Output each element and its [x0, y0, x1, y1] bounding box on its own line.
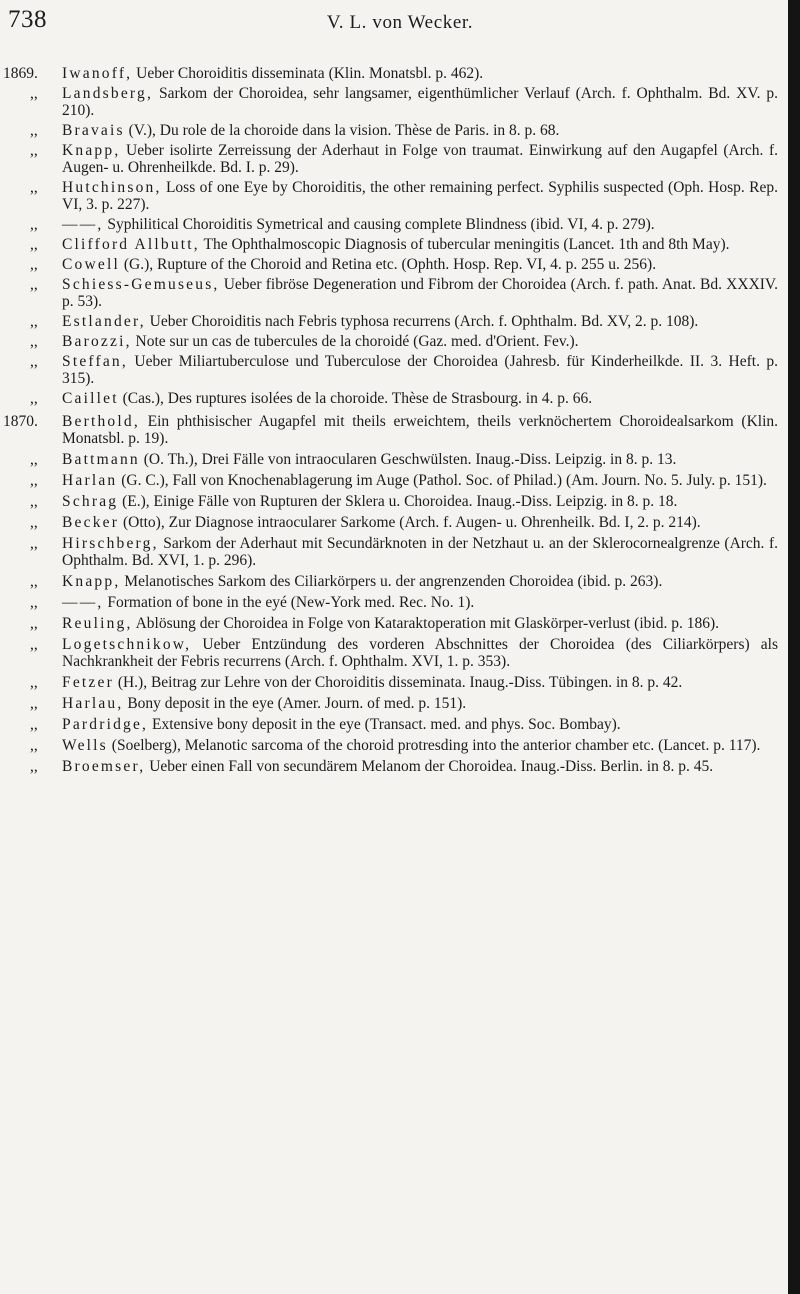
- bibliography-entry: [0, 451, 800, 468]
- entry-body: [62, 179, 778, 213]
- bibliography-entry: [0, 390, 800, 407]
- entry-author: Hutchinson,: [62, 179, 162, 196]
- entry-text: Ueber fibröse Degeneration und Fibrom der Choroidea (Arch. f. path. Anat. Bd. XXXIV. p. 53).: [62, 276, 778, 310]
- ditto-mark: ,,: [30, 451, 38, 468]
- entry-year: 1869.: [3, 65, 38, 82]
- bibliography-entry: [0, 636, 800, 670]
- entry-body: [62, 216, 778, 233]
- entry-author: Harlan: [62, 472, 118, 489]
- ditto-mark: ,,: [30, 695, 38, 712]
- entry-body: [62, 413, 778, 447]
- ditto-mark: ,,: [30, 122, 38, 139]
- entry-text: Ueber Miliartuberculose und Tuberculose der Choroidea (Jahresb. für Kinderheilkde. II. 3. Heft. p. 315).: [62, 353, 778, 387]
- entry-year: 1870.: [3, 413, 38, 430]
- ditto-mark: ,,: [30, 472, 38, 489]
- entry-body: [62, 85, 778, 119]
- entry-body: [62, 256, 778, 273]
- entry-author: Clifford Allbutt,: [62, 236, 200, 253]
- entry-body: [62, 674, 778, 691]
- ditto-mark: ,,: [30, 737, 38, 754]
- entry-body: [62, 65, 778, 82]
- entry-text: Ueber Choroiditis disseminata (Klin. Monatsbl. p. 462).: [136, 65, 484, 82]
- entry-text: (Otto), Zur Diagnose intraocularer Sarkome (Arch. f. Augen- u. Ohrenheilk. Bd. I, 2. p. 214).: [122, 514, 701, 531]
- entry-body: [62, 313, 778, 330]
- entry-author: Barozzi,: [62, 333, 132, 350]
- entry-body: [62, 142, 778, 176]
- entry-text: Ueber einen Fall von secundärem Melanom der Choroidea. Inaug.-Diss. Berlin. in 8. p. 45.: [149, 758, 714, 775]
- bibliography-entry: [0, 236, 800, 253]
- entry-body: [62, 573, 778, 590]
- entry-body: [62, 493, 778, 510]
- ditto-mark: ,,: [30, 236, 38, 253]
- entry-body: [62, 353, 778, 387]
- entry-author: Broemser,: [62, 758, 146, 775]
- entry-body: [62, 636, 778, 670]
- bibliography-entry: [0, 313, 800, 330]
- ditto-mark: ,,: [30, 493, 38, 510]
- ditto-mark: ,,: [30, 716, 38, 733]
- entry-body: [62, 236, 778, 253]
- bibliography-list: [0, 62, 800, 775]
- entry-text: (Soelberg), Melanotic sarcoma of the choroid protresding into the anterior chamber etc. (Lancet. p. 117).: [111, 737, 761, 754]
- entry-author: Becker: [62, 514, 120, 531]
- entry-author: Estlander,: [62, 313, 146, 330]
- bibliography-entry: [0, 276, 800, 310]
- entry-author: Iwanoff,: [62, 65, 133, 82]
- entry-body: [62, 615, 778, 632]
- entry-text: Ueber Entzündung des vorderen Abschnittes der Choroidea (des Ciliarkörpers) als Nachkrankheit der Febris recurrens (Arch. f. Ophthalm. XVI, 1. p. 353).: [62, 636, 779, 670]
- entry-body: [62, 122, 778, 139]
- bibliography-entry: [0, 413, 800, 447]
- page-number: 738: [8, 6, 47, 33]
- bibliography-entry: [0, 535, 800, 569]
- bibliography-entry: [0, 85, 800, 119]
- ditto-mark: ,,: [30, 276, 38, 293]
- entry-text: (O. Th.), Drei Fälle von intraocularen Geschwülsten. Inaug.-Diss. Leipzig. in 8. p. 13.: [143, 451, 677, 468]
- entry-text: (V.), Du role de la choroide dans la vision. Thèse de Paris. in 8. p. 68.: [128, 122, 560, 139]
- entry-author: Schrag: [62, 493, 119, 510]
- ditto-mark: ,,: [30, 333, 38, 350]
- ditto-mark: ,,: [30, 256, 38, 273]
- bibliography-entry: [0, 573, 800, 590]
- entry-text: The Ophthalmoscopic Diagnosis of tubercular meningitis (Lancet. 1th and 8th May).: [203, 236, 730, 253]
- entry-body: [62, 716, 778, 733]
- entry-author: Wells: [62, 737, 108, 754]
- entry-author: Knapp,: [62, 142, 121, 159]
- entry-text: (Cas.), Des ruptures isolées de la choroide. Thèse de Strasbourg. in 4. p. 66.: [122, 390, 593, 407]
- bibliography-entry: [0, 472, 800, 489]
- entry-text: Ein phthisischer Augapfel mit theils erweichtem, theils verknöchertem Choroidealsarkom (Klin. Monatsbl. p. 19).: [62, 413, 779, 447]
- entry-body: [62, 594, 778, 611]
- entry-author: Harlau,: [62, 695, 124, 712]
- entry-author: Battmann: [62, 451, 140, 468]
- entry-text: Extensive bony deposit in the eye (Transact. med. and phys. Soc. Bombay).: [152, 716, 621, 733]
- entry-author: Landsberg,: [62, 85, 154, 102]
- entry-body: [62, 514, 778, 531]
- bibliography-entry: [0, 674, 800, 691]
- entry-text: Ablösung der Choroidea in Folge von Kataraktoperation mit Glaskörper-verlust (ibid. p. 186).: [135, 615, 719, 632]
- ditto-mark: ,,: [30, 353, 38, 370]
- entry-text: Formation of bone in the eyé (New-York med. Rec. No. 1).: [107, 594, 475, 611]
- bibliography-entry: [0, 333, 800, 350]
- bibliography-entry: [0, 758, 800, 775]
- entry-author: Steffan,: [62, 353, 128, 370]
- bibliography-entry: [0, 65, 800, 82]
- bibliography-entry: [0, 514, 800, 531]
- ditto-mark: ,,: [30, 535, 38, 552]
- entry-author: Pardridge,: [62, 716, 149, 733]
- bibliography-entry: [0, 179, 800, 213]
- ditto-mark: ,,: [30, 594, 38, 611]
- entry-author: Hirschberg,: [62, 535, 159, 552]
- entry-author: Bravais: [62, 122, 125, 139]
- entry-text: Syphilitical Choroiditis Symetrical and causing complete Blindness (ibid. VI, 4. p. 279).: [107, 216, 655, 233]
- bibliography-entry: [0, 256, 800, 273]
- ditto-mark: ,,: [30, 674, 38, 691]
- entry-author: ——,: [62, 216, 104, 233]
- entry-text: Ueber isolirte Zerreissung der Aderhaut in Folge von traumat. Einwirkung auf den Augapfel (Arch. f. Augen- u. Ohrenheilkde. Bd. I. p. 29).: [62, 142, 779, 176]
- bibliography-entry: [0, 695, 800, 712]
- entry-body: [62, 451, 778, 468]
- bibliography-entry: [0, 353, 800, 387]
- entry-text: (G.), Rupture of the Choroid and Retina etc. (Ophth. Hosp. Rep. VI, 4. p. 255 u. 256).: [123, 256, 657, 273]
- bibliography-entry: [0, 615, 800, 632]
- bibliography-entry: [0, 142, 800, 176]
- entry-author: Logetschnikow,: [62, 636, 192, 653]
- entry-text: (H.), Beitrag zur Lehre von der Choroiditis disseminata. Inaug.-Diss. Tübingen. in 8. p. 42.: [117, 674, 683, 691]
- bibliography-entry: [0, 737, 800, 754]
- ditto-mark: ,,: [30, 179, 38, 196]
- entry-body: [62, 758, 778, 775]
- ditto-mark: ,,: [30, 313, 38, 330]
- entry-text: (E.), Einige Fälle von Rupturen der Sklera u. Choroidea. Inaug.-Diss. Leipzig. in 8. p. 18.: [122, 493, 678, 510]
- page-edge-shadow: [788, 0, 800, 1294]
- entry-body: [62, 535, 778, 569]
- entry-author: Schiess-Gemuseus,: [62, 276, 220, 293]
- entry-body: [62, 472, 778, 489]
- entry-author: Reuling,: [62, 615, 133, 632]
- entry-text: Melanotisches Sarkom des Ciliarkörpers u. der angrenzenden Choroidea (ibid. p. 263).: [124, 573, 663, 590]
- ditto-mark: ,,: [30, 573, 38, 590]
- ditto-mark: ,,: [30, 758, 38, 775]
- bibliography-entry: [0, 216, 800, 233]
- bibliography-entry: [0, 594, 800, 611]
- ditto-mark: ,,: [30, 615, 38, 632]
- entry-text: Bony deposit in the eye (Amer. Journ. of med. p. 151).: [127, 695, 467, 712]
- entry-author: Cowell: [62, 256, 120, 273]
- entry-body: [62, 695, 778, 712]
- entry-text: Note sur un cas de tubercules de la choroidé (Gaz. med. d'Orient. Fev.).: [135, 333, 579, 350]
- ditto-mark: ,,: [30, 636, 38, 653]
- entry-body: [62, 390, 778, 407]
- entry-text: Loss of one Eye by Choroiditis, the other remaining perfect. Syphilis suspected (Oph. Hosp. Rep. VI, 3. p. 227).: [62, 179, 779, 213]
- entry-text: Sarkom der Aderhaut mit Secundärknoten in der Netzhaut u. an der Sklerocornealgrenze (Arch. f. Ophthalm. Bd. XVI, 1. p. 296).: [62, 535, 779, 569]
- ditto-mark: ,,: [30, 514, 38, 531]
- entry-body: [62, 276, 778, 310]
- entry-text: Sarkom der Choroidea, sehr langsamer, eigenthümlicher Verlauf (Arch. f. Ophthalm. Bd. XV. p. 210).: [62, 85, 778, 119]
- entry-author: Berthold,: [62, 413, 140, 430]
- ditto-mark: ,,: [30, 142, 38, 159]
- entry-author: ——,: [62, 594, 104, 611]
- bibliography-entry: [0, 716, 800, 733]
- ditto-mark: ,,: [30, 390, 38, 407]
- entry-author: Fetzer: [62, 674, 114, 691]
- entry-text: (G. C.), Fall von Knochenablagerung im Auge (Pathol. Soc. of Philad.) (Am. Journ. No. 5. July. p. 151).: [121, 472, 767, 489]
- entry-body: [62, 737, 778, 754]
- entry-body: [62, 333, 778, 350]
- bibliography-entry: [0, 122, 800, 139]
- entry-text: Ueber Choroiditis nach Febris typhosa recurrens (Arch. f. Ophthalm. Bd. XV, 2. p. 108).: [149, 313, 699, 330]
- entry-author: Knapp,: [62, 573, 121, 590]
- ditto-mark: ,,: [30, 216, 38, 233]
- entry-author: Caillet: [62, 390, 119, 407]
- ditto-mark: ,,: [30, 85, 38, 102]
- bibliography-entry: [0, 493, 800, 510]
- running-head: V. L. von Wecker.: [326, 12, 474, 33]
